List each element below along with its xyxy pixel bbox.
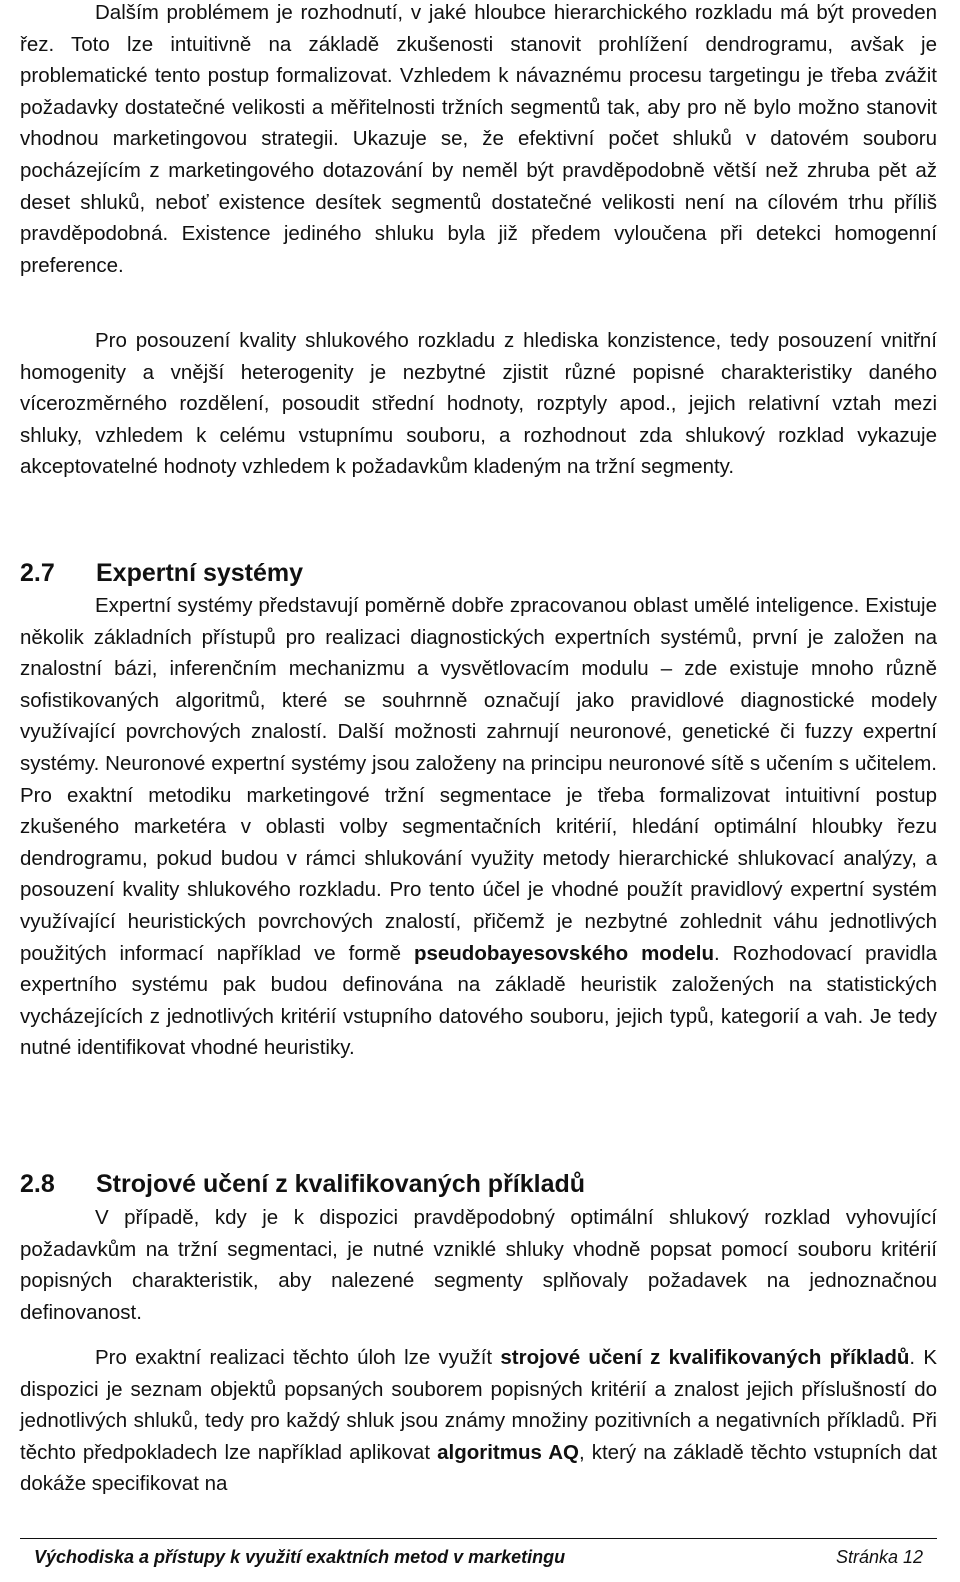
paragraph-machine-learning (20, 1342, 937, 1500)
text-run: Pro exaktní realizaci těchto úloh lze využít (95, 1346, 501, 1369)
section-number: 2.8 (20, 1170, 55, 1198)
section-title: Expertní systémy (96, 559, 304, 587)
text-run: . K dispozici je seznam objektů popsaných souborem popisných kritérií a znalost jejich příslušností do jednotlivých shluků, tedy pro každý shluk jsou známy množiny pozitivních a negativních příkladů. Při těchto předpokladech lze například aplikovat (20, 1346, 937, 1464)
section-title: Strojové učení z kvalifikovaných příkladů (96, 1170, 586, 1198)
bold-term: algoritmus AQ (437, 1440, 579, 1464)
section-heading-expert-systems (20, 556, 303, 590)
section-number: 2.7 (20, 559, 55, 587)
page-footer (20, 1538, 937, 1569)
page-number: Stránka 12 (835, 1547, 923, 1567)
section-heading-machine-learning (20, 1167, 585, 1201)
text-run: Expertní systémy představují poměrně dobře zpracovanou oblast umělé inteligence. Existuje několik základních přístupů pro realizaci diagnostických expertních systémů, první je založen na znalostní bázi, inferenčním mechanizmu a vysvětlovacím modulu – zde existuje mnoho různě sofistikovaných algoritmů, které se souhrnně označují jako pravidlové diagnostické modely využívající povrchových znalostí. Další možnosti zahrnují neuronové, genetické či fuzzy expertní systémy. Neuronové expertní systémy jsou založeny na principu neuronové sítě s učením s učitelem. Pro exaktní metodiku marketingové tržní segmentace je třeba formalizovat intuitivní postup zkušeného marketéra v oblasti volby segmentačních kritérií, hledání optimální hloubky řezu dendrogramu, pokud budou v rámci shlukování využity metody hierarchické shlukovací analýzy, a posouzení kvality shlukového rozkladu. Pro tento účel je vhodné použít pravidlový expertní systém využívající heuristických povrchových znalostí, přičemž je nezbytné zohlednit váhu jednotlivých použitých informací například ve formě (20, 594, 937, 965)
paragraph-dendrogram-cut (20, 0, 937, 281)
bold-term: strojové učení z kvalifikovaných příkladů (500, 1346, 910, 1369)
text-run: , který na základě těchto vstupních dat dokáže specifikovat na (20, 1440, 938, 1496)
paragraph-cluster-quality (20, 325, 937, 483)
paragraph-optimal-decomposition (20, 1202, 937, 1328)
paragraph-text: Pro posouzení kvality shlukového rozkladu z hlediska konzistence, tedy posouzení vnitřní homogenity a vnější heterogenity je nezbytné zjistit různé popisné charakteristiky daného vícerozměrného rozdělení, posoudit střední hodnoty, rozptyly apod., jejich relativní vztah mezi shluky, vzhledem k celému vstupnímu souboru, a rozhodnout zda shlukový rozklad vykazuje akceptovatelné hodnoty vzhledem k požadavkům kladeným na tržní segmenty. (20, 329, 937, 479)
paragraph-text: Dalším problémem je rozhodnutí, v jaké hloubce hierarchického rozkladu má být proveden řez. Toto lze intuitivně na základě zkušenosti stanovit prohlížení dendrogramu, avšak je problematické tento postup formalizovat. Vzhledem k návaznému procesu targetingu je třeba zvážit požadavky dostatečné velikosti a měřitelnosti tržních segmentů tak, aby pro ně bylo možno stanovit vhodnou marketingovou strategii. Ukazuje se, že efektivní počet shluků v datovém souboru pocházejícím z marketingového dotazování by neměl být pravděpodobně větší než zhruba pět až deset shluků, neboť existence desítek segmentů dostatečné velikosti není na cílovém trhu příliš pravděpodobná. Existence jediného shluku byla již předem vyloučena při detekci homogenní preference. (20, 1, 937, 277)
footer-title: Východiska a přístupy k využití exaktních metod v marketingu (34, 1547, 566, 1567)
paragraph-text: V případě, kdy je k dispozici pravděpodobný optimální shlukový rozklad vyhovující požadavkům na tržní segmentaci, je nutné vzniklé shluky vhodně popsat pomocí souboru kritérií popisných charakteristik, aby nalezené segmenty splňovaly požadavek na jednoznačnou definovanost. (20, 1206, 937, 1324)
bold-term: pseudobayesovského modelu (413, 941, 714, 965)
paragraph-expert-systems (20, 590, 937, 1064)
text-run: . Rozhodovací pravidla expertního systému pak budou definována na základě heuristik založených na statistických vycházejících z jednotlivých kritérií vstupního datového souboru, jejich typů, kategorií a vah. Je tedy nutné identifikovat vhodné heuristiky. (20, 941, 937, 1060)
